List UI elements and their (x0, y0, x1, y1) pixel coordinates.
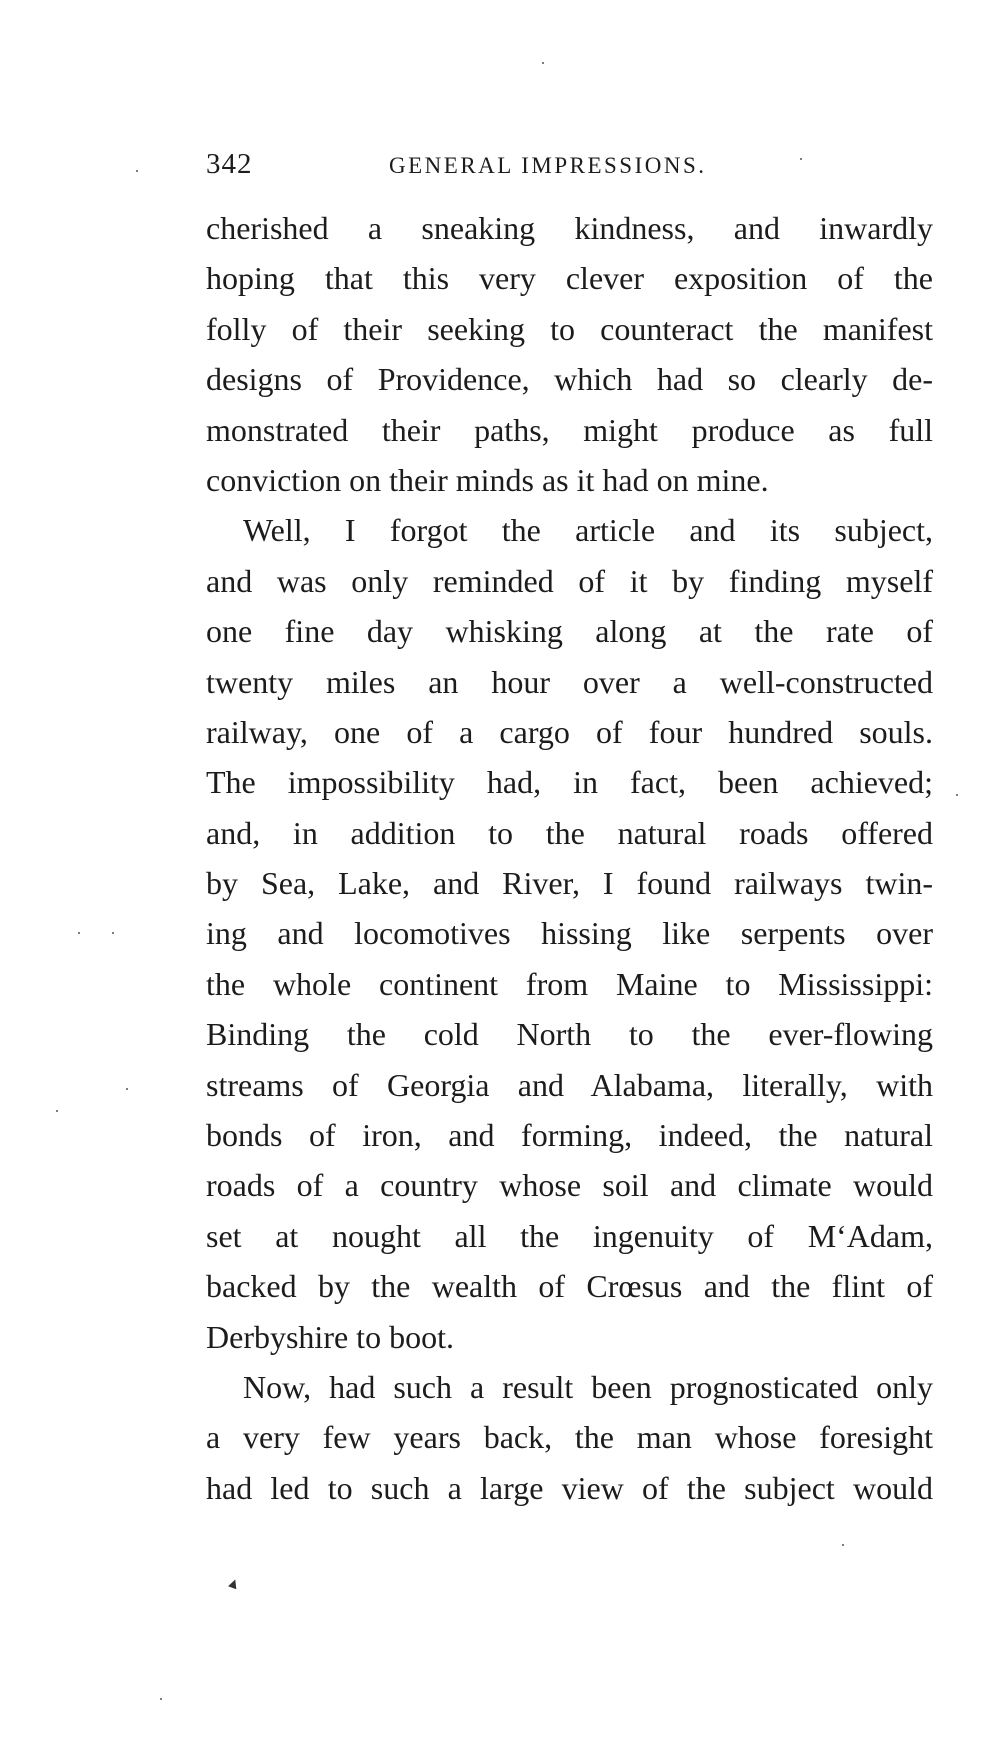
text-line: twenty miles an hour over a well-constructed (206, 663, 933, 700)
body-text (206, 203, 933, 1513)
text-line: Well, I forgot the article and its subject, (243, 512, 933, 549)
text-line: bonds of iron, and forming, indeed, the natural (206, 1117, 933, 1154)
paragraph (206, 203, 933, 505)
text-line: designs of Providence, which had so clearly de- (206, 361, 933, 398)
text-line: monstrated their paths, might produce as full (206, 411, 933, 448)
text-line: hoping that this very clever exposition of the (206, 260, 933, 297)
text-line: Now, had such a result been prognosticated only (243, 1368, 933, 1405)
text-line: ing and locomotives hissing like serpents over (206, 915, 933, 952)
print-speck (78, 932, 80, 934)
paragraph (206, 1362, 933, 1513)
text-line: by Sea, Lake, and River, I found railways twin- (206, 865, 933, 902)
print-speck (842, 1544, 844, 1546)
text-line: backed by the wealth of Crœsus and the flint of (206, 1268, 933, 1305)
page-number: 342 (206, 148, 253, 180)
print-speck (542, 62, 544, 64)
running-title: GENERAL IMPRESSIONS. (389, 153, 707, 178)
print-speck (56, 1110, 58, 1112)
text-line: had led to such a large view of the subject would (206, 1469, 933, 1506)
print-speck (112, 932, 114, 934)
page-header (206, 148, 933, 188)
text-line: set at nought all the ingenuity of M‘Adam, (206, 1217, 933, 1254)
text-line: Binding the cold North to the ever-flowing (206, 1016, 933, 1053)
text-line: railway, one of a cargo of four hundred souls. (206, 713, 933, 750)
text-line: conviction on their minds as it had on mine. (206, 461, 769, 498)
text-line: roads of a country whose soil and climate would (206, 1167, 933, 1204)
paragraph (206, 505, 933, 1362)
text-line: and was only reminded of it by finding myself (206, 562, 933, 599)
print-speck (160, 1698, 162, 1700)
printer-mark-icon: ▲ (223, 1573, 244, 1595)
text-line: cherished a sneaking kindness, and inwardly (206, 210, 933, 246)
print-speck (126, 1088, 128, 1090)
print-speck (136, 170, 138, 172)
text-line: and, in addition to the natural roads offered (206, 814, 933, 851)
text-line: Derbyshire to boot. (206, 1318, 454, 1355)
text-line: one fine day whisking along at the rate of (206, 613, 933, 650)
text-line: the whole continent from Maine to Mississippi: (206, 965, 933, 1002)
print-speck (956, 794, 958, 796)
text-line: streams of Georgia and Alabama, literally, with (206, 1066, 933, 1103)
text-line: The impossibility had, in fact, been achieved; (206, 764, 933, 801)
text-line: folly of their seeking to counteract the manifest (206, 310, 933, 347)
print-speck (800, 158, 802, 160)
text-line: a very few years back, the man whose foresight (206, 1419, 933, 1456)
